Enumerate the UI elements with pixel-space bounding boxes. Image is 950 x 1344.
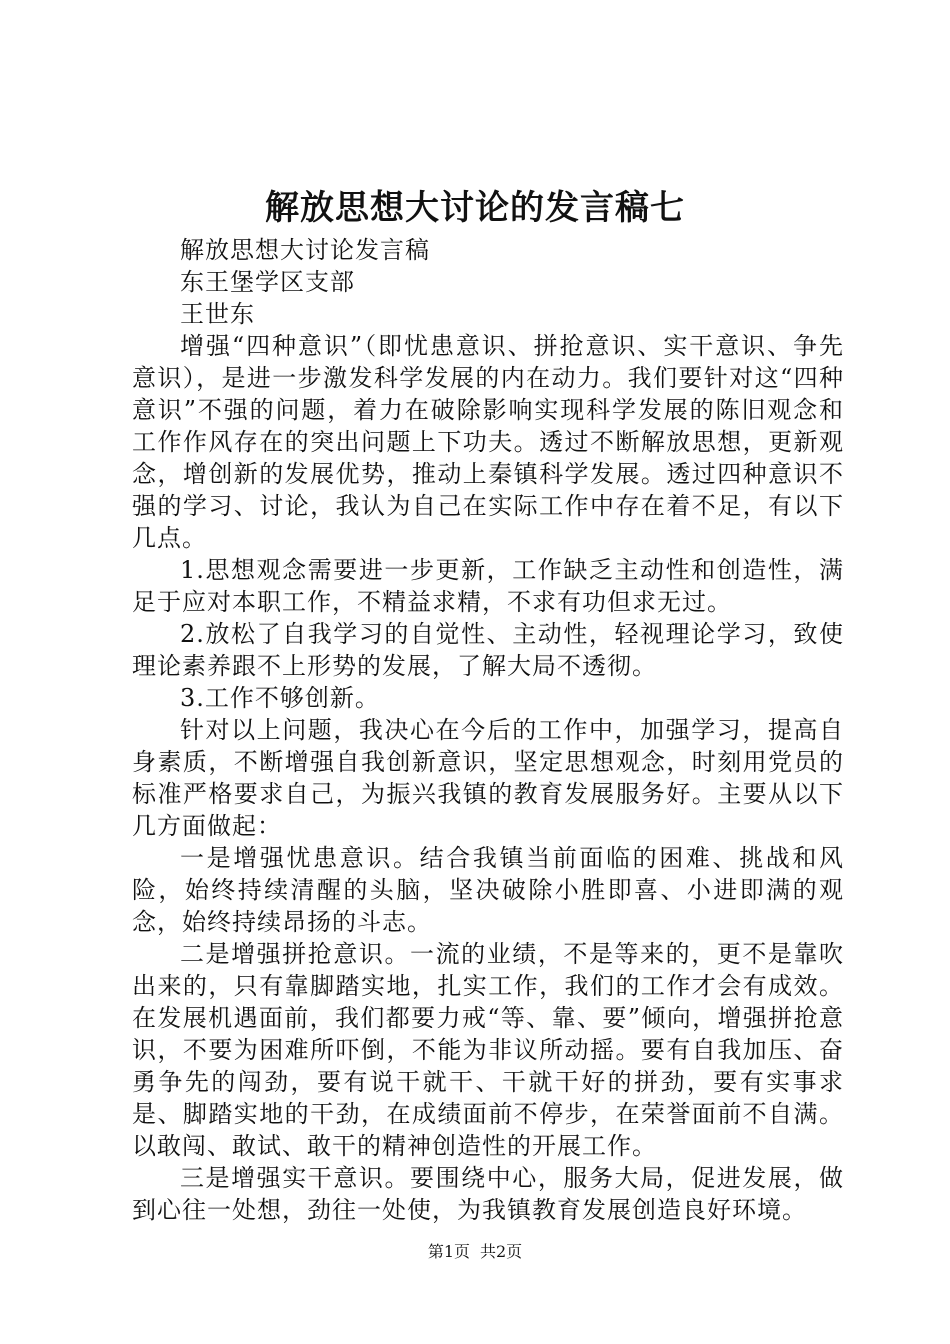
page-number: 第1页	[427, 1242, 470, 1261]
paragraph-point-2: 2.放松了自我学习的自觉性、主动性，轻视理论学习，致使理论素养跟不上形势的发展，了解大局不透彻。	[132, 620, 844, 680]
document-body	[132, 234, 844, 1226]
paragraph-intro: 增强“四种意识”（即忧患意识、拼抢意识、实干意识、争先意识），是进一步激发科学发展的内在动力。我们要针对这“四种意识”不强的问题，着力在破除影响实现科学发展的陈旧观念和工作作风存在的突出问题上下功夫。透过不断解放思想，更新观念，增创新的发展优势，推动上秦镇科学发展。透过四种意识不强的学习、讨论，我认为自己在实际工作中存在着不足，有以下几点。	[132, 332, 844, 552]
paragraph-organization: 东王堡学区支部	[180, 268, 355, 296]
paragraph-subtitle: 解放思想大讨论发言稿	[180, 236, 430, 264]
paragraph-point-3: 3.工作不够创新。	[180, 684, 380, 712]
page-total: 共2页	[480, 1242, 523, 1261]
paragraph-author: 王世东	[180, 300, 255, 328]
document-title: 解放思想大讨论的发言稿七	[265, 188, 685, 228]
paragraph-resolution: 针对以上问题，我决心在今后的工作中，加强学习，提高自身素质，不断增强自我创新意识，坚定思想观念，时刻用党员的标准严格要求自己，为振兴我镇的教育发展服务好。主要从以下几方面做起：	[132, 716, 844, 840]
paragraph-awareness-compete: 二是增强拼抢意识。一流的业绩，不是等来的，更不是靠吹出来的，只有靠脚踏实地，扎实工作，我们的工作才会有成效。在发展机遇面前，我们都要力戒“等、靠、要”倾向，增强拼抢意识，不要为困难所吓倒，不能为非议所动摇。要有自我加压、奋勇争先的闯劲，要有说干就干、干就干好的拼劲，要有实事求是、脚踏实地的干劲，在成绩面前不停步，在荣誉面前不自满。以敢闯、敢试、敢干的精神创造性的开展工作。	[132, 940, 844, 1160]
paragraph-awareness-practical: 三是增强实干意识。要围绕中心，服务大局，促进发展，做到心往一处想，劲往一处使，为我镇教育发展创造良好环境。	[132, 1164, 844, 1224]
paragraph-point-1: 1.思想观念需要进一步更新，工作缺乏主动性和创造性，满足于应对本职工作，不精益求精，不求有功但求无过。	[132, 556, 844, 616]
page-footer	[0, 1241, 950, 1263]
paragraph-awareness-worry: 一是增强忧患意识。结合我镇当前面临的困难、挑战和风险，始终持续清醒的头脑，坚决破除小胜即喜、小进即满的观念，始终持续昂扬的斗志。	[132, 844, 844, 936]
